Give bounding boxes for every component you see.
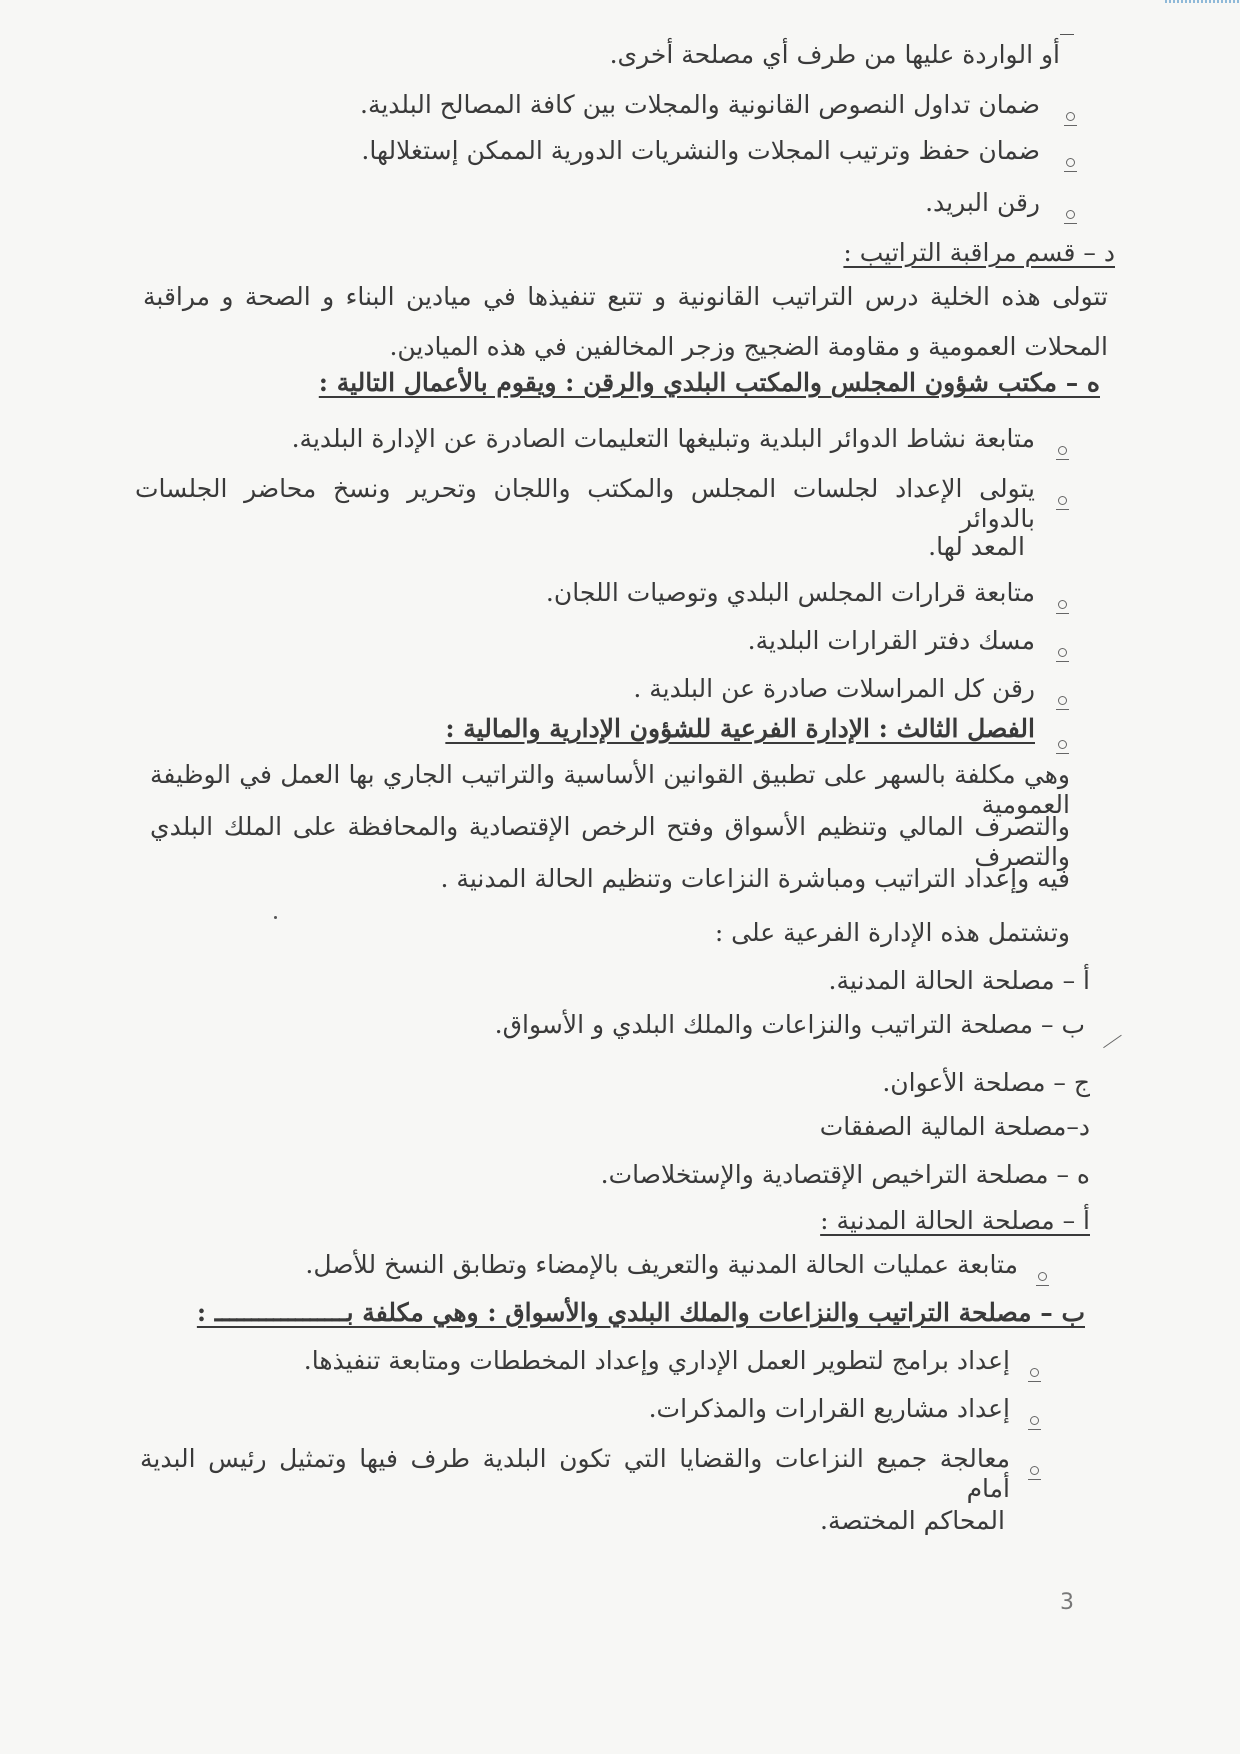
list-item: مسك دفتر القرارات البلدية. — [747, 626, 1035, 655]
bullet-icon — [1058, 740, 1067, 749]
bullet-icon — [1030, 1466, 1039, 1475]
list-item: معالجة جميع النزاعات والقضايا التي تكون البلدية طرف فيها وتمثيل رئيس البدية أمام — [140, 1444, 1010, 1503]
list-item: إعداد مشاريع القرارات والمذكرات. — [648, 1394, 1010, 1423]
list-item-continuation: المحاكم المختصة. — [820, 1506, 1005, 1535]
paragraph-line: تتولى هذه الخلية درس التراتيب القانونية و تتبع تنفيذها في ميادين البناء و الصحة و مراقبة — [143, 282, 1108, 311]
list-item: رقن البريد. — [925, 188, 1040, 217]
paragraph-line: المحلات العمومية و مقاومة الضجيج وزجر المخالفين في هذه الميادين. — [389, 332, 1108, 361]
section-heading: ه – مكتب شؤون المجلس والمكتب البلدي والرقن : ويقوم بالأعمال التالية : — [318, 368, 1100, 397]
list-item: ضمان تداول النصوص القانونية والمجلات بين كافة المصالح البلدية. — [360, 90, 1040, 119]
bullet-icon — [1058, 648, 1067, 657]
bullet-icon — [1066, 112, 1075, 121]
margin-tick-mark — [1096, 1025, 1121, 1048]
list-item: إعداد برامج لتطوير العمل الإداري وإعداد المخططات ومتابعة تنفيذها. — [303, 1346, 1010, 1375]
list-item: رقن كل المراسلات صادرة عن البلدية . — [633, 674, 1035, 703]
page-number: 3 — [1060, 1590, 1074, 1615]
bullet-icon — [1058, 600, 1067, 609]
bullet-icon — [1030, 1416, 1039, 1425]
text-line: أو الواردة عليها من طرف أي مصلحة أخرى. — [609, 40, 1060, 69]
scan-edge-mark — [1165, 0, 1240, 3]
list-item: متابعة عمليات الحالة المدنية والتعريف بالإمضاء وتطابق النسخ للأصل. — [305, 1250, 1018, 1279]
list-item: ضمان حفظ وترتيب المجلات والنشريات الدورية الممكن إستغلالها. — [361, 136, 1040, 165]
list-item-continuation: المعد لها. — [928, 532, 1025, 561]
chapter-heading: الفصل الثالث : الإدارة الفرعية للشؤون الإدارية والمالية : — [445, 714, 1035, 743]
list-item: ه – مصلحة التراخيص الإقتصادية والإستخلاصات. — [600, 1160, 1090, 1189]
section-heading: ب – مصلحة التراتيب والنزاعات والملك البلدي والأسواق : وهي مكلفة بــــــــــــــــــ : — [196, 1298, 1085, 1327]
scan-speck — [274, 916, 277, 919]
list-item: يتولى الإعداد لجلسات المجلس والمكتب واللجان وتحرير ونسخ محاضر الجلسات بالدوائر — [135, 474, 1035, 533]
list-item: متابعة قرارات المجلس البلدي وتوصيات اللجان. — [545, 578, 1035, 607]
paragraph-line: فيه وإعداد التراتيب ومباشرة النزاعات وتنظيم الحالة المدنية . — [440, 864, 1070, 893]
section-heading: د – قسم مراقبة التراتيب : — [843, 238, 1115, 267]
paragraph-line: وهي مكلفة بالسهر على تطبيق القوانين الأساسية والتراتيب الجاري بها العمل في الوظيفة العمومية — [150, 760, 1070, 819]
list-item: متابعة نشاط الدوائر البلدية وتبليغها التعليمات الصادرة عن الإدارة البلدية. — [291, 424, 1035, 453]
bullet-icon — [1038, 1272, 1047, 1281]
bullet-icon — [1058, 696, 1067, 705]
section-heading: أ – مصلحة الحالة المدنية : — [820, 1206, 1090, 1235]
bullet-icon — [1066, 158, 1075, 167]
list-item: ب – مصلحة التراتيب والنزاعات والملك البلدي و الأسواق. — [494, 1010, 1085, 1039]
bullet-icon — [1058, 496, 1067, 505]
list-item: أ – مصلحة الحالة المدنية. — [828, 966, 1090, 995]
bullet-icon — [1058, 446, 1067, 455]
bullet-icon — [1030, 1368, 1039, 1377]
paragraph-line: والتصرف المالي وتنظيم الأسواق وفتح الرخص الإقتصادية والمحافظة على الملك البلدي والتصرف — [150, 812, 1070, 871]
bullet-icon — [1066, 210, 1075, 219]
text-line: وتشتمل هذه الإدارة الفرعية على : — [714, 918, 1070, 947]
list-item: د–مصلحة المالية الصفقات — [819, 1112, 1090, 1141]
top-dash — [1060, 34, 1074, 35]
list-item: ج – مصلحة الأعوان. — [882, 1068, 1090, 1097]
